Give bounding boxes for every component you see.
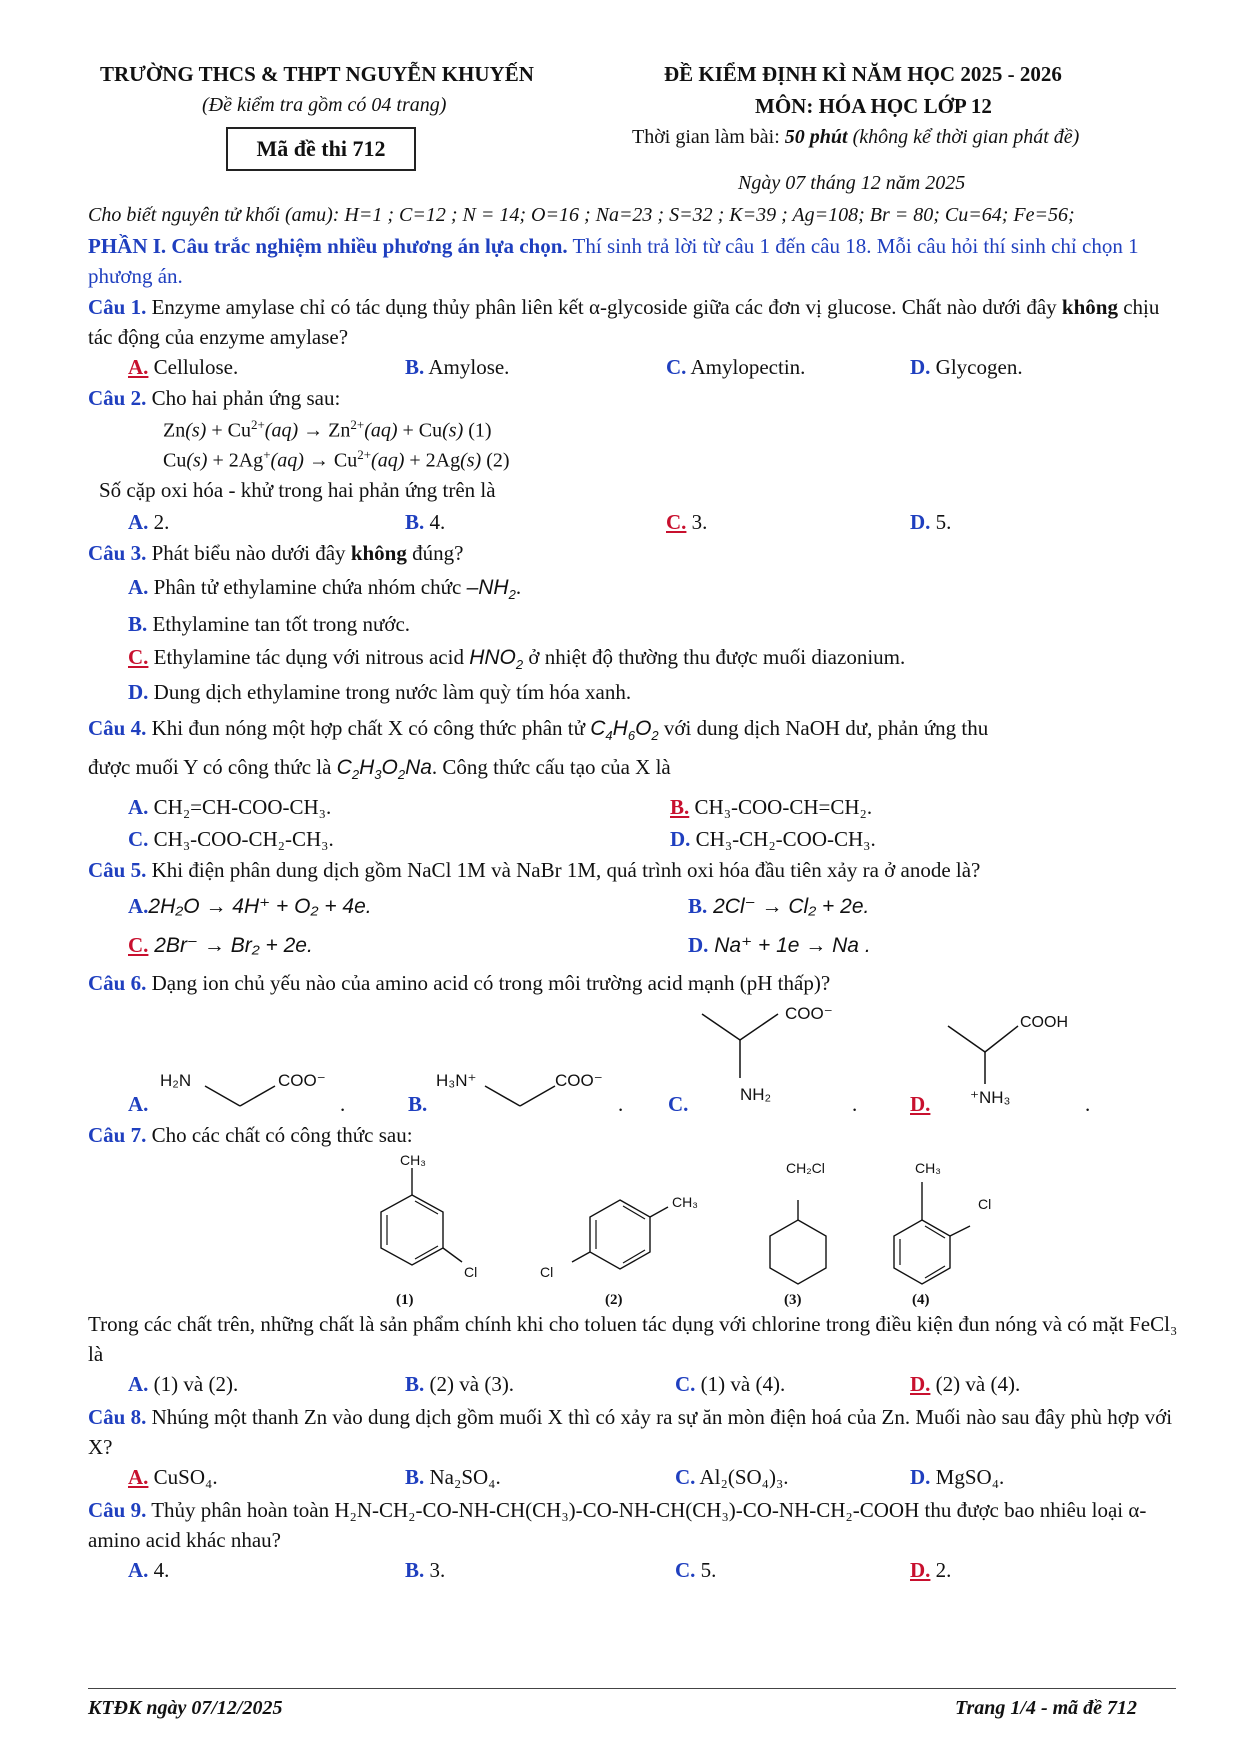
q3-text1: Phát biểu nào dưới đây (146, 541, 351, 565)
q6-option-a[interactable] (128, 1092, 148, 1117)
q8-a-label: A. (128, 1465, 149, 1489)
q5-option-a[interactable] (128, 894, 372, 919)
q6-a-dot: . (340, 1092, 346, 1116)
q8-d-label: D. (910, 1465, 931, 1489)
q2-option-d[interactable] (910, 510, 951, 535)
footer-right: Trang 1/4 - mã đề 712 (955, 1697, 1138, 1719)
q5-option-d[interactable] (688, 933, 871, 958)
question-4-line2 (88, 755, 671, 782)
q7-structure-4 (880, 1170, 1000, 1290)
q3-num: Câu 3. (88, 541, 147, 565)
q7-s2-top: CH₃ (672, 1194, 698, 1210)
q9-option-a[interactable] (128, 1558, 169, 1583)
q7-structure-3 (760, 1170, 840, 1290)
q3-option-a[interactable] (128, 575, 521, 602)
r2-aq2: (aq) (371, 449, 405, 472)
q7-a-text: (1) và (2). (148, 1372, 239, 1396)
q2-b-label: B. (405, 510, 425, 534)
q2-c-text: 3. (686, 510, 708, 534)
footer-rule (88, 1688, 1176, 1689)
q9-c-text: 5. (695, 1558, 717, 1582)
q9-b-text: 3. (424, 1558, 446, 1582)
school-name: TRƯỜNG THCS & THPT NGUYỄN KHUYẾN (100, 62, 534, 86)
q1-option-a[interactable] (128, 355, 238, 380)
q7-s4-label: (4) (912, 1292, 930, 1308)
q6-b-dot: . (618, 1092, 624, 1116)
question-1 (88, 292, 1188, 352)
q7-s4-top: CH₃ (915, 1160, 941, 1176)
q4-b-text: CH₃-COO-CH=CH₂. (689, 795, 873, 819)
q3-a-text: Phân tử ethylamine chứa nhóm chức (148, 575, 467, 599)
r2-ag-charge: + (263, 447, 271, 462)
q4-b-label: B. (670, 795, 690, 819)
atomic-masses: Cho biết nguyên tử khối (amu): H=1 ; C=12 ; N = 14; O=16 ; Na=23 ; S=32 ; K=39 ; Ag=108; Br = 80; Cu=64; Fe=56; (88, 204, 1075, 226)
q8-d-text: MgSO₄. (930, 1465, 1005, 1489)
q5-c-label: C. (128, 933, 149, 957)
q7-option-d[interactable] (910, 1372, 1020, 1397)
q8-option-d[interactable] (910, 1465, 1004, 1490)
r1-arrow: → Zn (298, 419, 351, 442)
question-8 (88, 1402, 1188, 1462)
q4-c-label: C. (128, 827, 149, 851)
q6-text: Dạng ion chủ yếu nào của amino acid có trong môi trường acid mạnh (pH thấp)? (146, 971, 831, 995)
q9-c-label: C. (675, 1558, 696, 1582)
r1-aq2: (aq) (364, 419, 398, 442)
r2-s2: (s) (460, 449, 482, 472)
q3-option-d[interactable] (128, 680, 631, 705)
q4-f1-s3: 2 (651, 728, 659, 744)
subject-title: MÔN: HÓA HỌC LỚP 12 (755, 94, 992, 118)
r1-plus: + Cu (206, 419, 251, 442)
q7-text: Cho các chất có công thức sau: (146, 1123, 413, 1147)
q6-d-label: D. (910, 1092, 931, 1116)
q6-a-left: H₂N (160, 1071, 192, 1090)
q1-d-label: D. (910, 355, 931, 379)
q8-option-c[interactable] (675, 1465, 789, 1490)
r1-zn: Zn (163, 419, 186, 442)
q1-text1: Enzyme amylase chỉ có tác dụng thủy phân liên kết α-glycoside giữa các đơn vị glucose. Chất nào dưới đây (146, 295, 1062, 319)
q4-f2-h: H (359, 756, 375, 779)
q2-option-a[interactable] (128, 510, 169, 535)
r2-plus2: + 2Ag (404, 449, 461, 472)
time-note: (không kể thời gian phát đề) (847, 126, 1080, 148)
q5-b-text: 2Cl⁻ → Cl₂ + 2e. (707, 895, 870, 918)
q6-option-c[interactable] (668, 1092, 688, 1117)
time-label: Thời gian làm bài: (632, 126, 785, 148)
q1-a-label: A. (128, 355, 149, 379)
q6-c-label: C. (668, 1092, 689, 1116)
q6-c-dot: . (852, 1092, 858, 1116)
q6-d-top: COOH (1020, 1014, 1068, 1031)
q7-question: Trong các chất trên, những chất là sản phẩm chính khi cho toluen tác dụng với chlorine trong điều kiện đun nóng và có mặt FeCl₃ là (88, 1312, 1178, 1366)
q4-f2-c: C (336, 756, 352, 779)
q8-a-text: CuSO₄. (148, 1465, 218, 1489)
q9-d-text: 2. (930, 1558, 952, 1582)
q7-s1-label: (1) (396, 1292, 414, 1308)
q7-option-c[interactable] (675, 1372, 785, 1397)
q7-d-label: D. (910, 1372, 931, 1396)
q2-c-label: C. (666, 510, 687, 534)
question-9 (88, 1495, 1188, 1555)
q6-d-dot: . (1085, 1092, 1091, 1116)
q3-bold: không (350, 541, 407, 565)
q4-text3: được muối Y có công thức là (88, 755, 337, 779)
q3-a-label: A. (128, 575, 149, 599)
q5-c-text: 2Br⁻ → Br₂ + 2e. (148, 934, 313, 957)
q4-f2-s3: 2 (397, 767, 406, 783)
q5-b-label: B. (688, 894, 708, 918)
q3-b-label: B. (128, 612, 148, 636)
part1-title: PHẦN I. Câu trắc nghiệm nhiều phương án lựa chọn. (88, 234, 568, 258)
q2-a-label: A. (128, 510, 149, 534)
q6-option-b[interactable] (408, 1092, 427, 1117)
q6-a-label: A. (128, 1092, 149, 1116)
q8-c-label: C. (675, 1465, 696, 1489)
q4-d-text: CH₃-CH₂-COO-CH₃. (690, 827, 876, 851)
q1-d-text: Glycogen. (930, 355, 1023, 379)
q8-text: Nhúng một thanh Zn vào dung dịch gồm muối X thì có xảy ra sự ăn mòn điện hoá của Zn. Muối nào sau đây phù hợp với X? (88, 1405, 1173, 1459)
q2-d-label: D. (910, 510, 931, 534)
r2-cu-charge: 2+ (357, 447, 372, 462)
r2-s: (s) (186, 449, 208, 472)
q9-option-b[interactable] (405, 1558, 445, 1583)
q4-f1-s1: 4 (605, 728, 613, 744)
r2-aq: (aq) (270, 449, 304, 472)
q4-f2-na: Na (405, 756, 432, 779)
r2-num: (2) (481, 449, 510, 472)
part1-heading (88, 231, 1188, 291)
q7-c-label: C. (675, 1372, 696, 1396)
question-2 (88, 386, 340, 411)
q2-reaction-2 (163, 447, 510, 473)
q5-d-text: Na⁺ + 1e → Na . (708, 934, 871, 957)
r2-cu: Cu (163, 449, 187, 472)
r1-zn-charge: 2+ (350, 417, 365, 432)
q8-c-text: Al₂(SO₄)₃. (695, 1465, 789, 1489)
r1-aq: (aq) (264, 419, 299, 442)
q2-num: Câu 2. (88, 386, 147, 410)
q1-option-d[interactable] (910, 355, 1023, 380)
q4-text2: với dung dịch NaOH dư, phản ứng thu (658, 716, 989, 740)
q7-s3-top: CH₂Cl (786, 1160, 825, 1176)
q3-a-sub: 2 (508, 587, 516, 603)
r2-plus: + 2Ag (207, 449, 264, 472)
exam-date: Ngày 07 tháng 12 năm 2025 (738, 172, 966, 194)
q3-d-label: D. (128, 680, 149, 704)
question-5 (88, 858, 980, 883)
q1-a-text: Cellulose. (148, 355, 239, 379)
q2-option-c[interactable] (666, 510, 707, 535)
q2-d-text: 5. (930, 510, 952, 534)
q6-option-d[interactable] (910, 1092, 930, 1117)
q4-text4: . Công thức cấu tạo của X là (431, 755, 671, 779)
exam-time (632, 126, 1079, 149)
q4-a-label: A. (128, 795, 149, 819)
r1-s2: (s) (442, 419, 464, 442)
q8-b-label: B. (405, 1465, 425, 1489)
q7-s2-sub: Cl (540, 1264, 554, 1280)
q6-d-bottom: ⁺NH₃ (970, 1088, 1011, 1107)
q1-b-text: Amylose. (424, 355, 510, 379)
q2-reaction-1 (163, 417, 492, 443)
q6-c-top: COO⁻ (785, 1004, 833, 1023)
q3-text2: đúng? (406, 541, 464, 565)
exam-code-box (226, 127, 416, 171)
q5-text: Khi điện phân dung dịch gồm NaCl 1M và NaBr 1M, quá trình oxi hóa đầu tiên xảy ra ở anode là? (146, 858, 981, 882)
q3-c-sub: 2 (515, 657, 524, 673)
q4-f1-s2: 6 (627, 728, 636, 744)
q2-option-b[interactable] (405, 510, 445, 535)
r2-arrow: → Cu (303, 449, 358, 472)
question-3 (88, 541, 463, 566)
q4-num: Câu 4. (88, 716, 147, 740)
q2-question: Số cặp oxi hóa - khử trong hai phản ứng trên là (99, 478, 496, 502)
q9-a-label: A. (128, 1558, 149, 1582)
q9-option-d[interactable] (910, 1558, 951, 1583)
question-7 (88, 1123, 413, 1148)
q4-f2-s1: 2 (351, 767, 360, 783)
question-6 (88, 971, 830, 996)
q5-d-label: D. (688, 933, 709, 957)
q7-option-a[interactable] (128, 1372, 238, 1397)
q7-s1-top: CH₃ (400, 1152, 426, 1168)
q3-option-c[interactable] (128, 645, 905, 672)
q6-a-right: COO⁻ (278, 1071, 326, 1090)
q3-b-text: Ethylamine tan tốt trong nước. (147, 612, 411, 636)
q5-option-b[interactable] (688, 894, 869, 919)
q1-b-label: B. (405, 355, 425, 379)
q6-b-left: H₃N⁺ (436, 1071, 477, 1090)
r1-num: (1) (463, 419, 492, 442)
q1-option-b[interactable] (405, 355, 509, 380)
q5-option-c[interactable] (128, 933, 313, 958)
r1-s: (s) (185, 419, 207, 442)
q9-option-c[interactable] (675, 1558, 716, 1583)
q4-a-text: CH₂=CH-COO-CH₃. (148, 795, 332, 819)
q7-s1-sub: Cl (464, 1264, 478, 1280)
q4-f2-o: O (381, 756, 398, 779)
part1-instruction: Thí sinh trả lời từ câu 1 đến câu 18. Mỗi câu hỏi thí sinh chỉ chọn 1 phương án. (88, 234, 1139, 288)
q1-num: Câu 1. (88, 295, 147, 319)
q6-b-right: COO⁻ (555, 1071, 603, 1090)
q4-f2-s2: 3 (374, 767, 382, 783)
q1-c-label: C. (666, 355, 687, 379)
q3-a-end: . (515, 575, 522, 599)
q5-a-text: 2H₂O → 4H⁺ + O₂ + 4e. (148, 895, 372, 918)
q7-num: Câu 7. (88, 1123, 147, 1147)
q4-option-d[interactable] (670, 827, 876, 852)
q4-f1-c: C (590, 717, 606, 740)
time-value: 50 phút (784, 126, 848, 148)
q2-a-text: 2. (148, 510, 170, 534)
q7-s4-sub: Cl (978, 1196, 992, 1212)
q4-d-label: D. (670, 827, 691, 851)
q9-d-label: D. (910, 1558, 931, 1582)
q7-s3-label: (3) (784, 1292, 802, 1308)
q8-option-a[interactable] (128, 1465, 218, 1490)
q7-b-label: B. (405, 1372, 425, 1396)
r1-cu-charge: 2+ (250, 417, 265, 432)
q1-text2: chịu tác động của enzyme amylase? (88, 295, 1160, 349)
q4-option-c[interactable] (128, 827, 334, 852)
q7-d-text: (2) và (4). (930, 1372, 1021, 1396)
q6-num: Câu 6. (88, 971, 147, 995)
q3-a-formula: –NH (466, 576, 509, 599)
q3-c-label: C. (128, 645, 149, 669)
q4-c-text: CH₃-COO-CH₂-CH₃. (148, 827, 334, 851)
q4-f1-h: H (612, 717, 628, 740)
q7-option-b[interactable] (405, 1372, 514, 1397)
q7-c-text: (1) và (4). (695, 1372, 786, 1396)
q4-f1-o: O (635, 717, 652, 740)
q1-bold: không (1061, 295, 1118, 319)
q4-text1: Khi đun nóng một hợp chất X có công thức phân tử (146, 716, 591, 740)
q5-num: Câu 5. (88, 858, 147, 882)
q1-c-text: Amylopectin. (686, 355, 806, 379)
exam-code: Mã đề thi 712 (256, 136, 386, 161)
q9-b-label: B. (405, 1558, 425, 1582)
question-4-line1 (88, 716, 988, 743)
q3-c-end: ở nhiệt độ thường thu được muối diazonium. (523, 645, 906, 669)
footer-left: KTĐK ngày 07/12/2025 (88, 1697, 283, 1719)
q8-num: Câu 8. (88, 1405, 147, 1429)
q5-a-label: A. (128, 894, 149, 918)
q4-option-b[interactable] (670, 795, 872, 820)
q8-b-text: Na₂SO₄. (424, 1465, 501, 1489)
q6-b-label: B. (408, 1092, 428, 1116)
q3-d-text: Dung dịch ethylamine trong nước làm quỳ tím hóa xanh. (148, 680, 632, 704)
q2-text: Cho hai phản ứng sau: (146, 386, 341, 410)
q6-c-bottom: NH₂ (740, 1085, 772, 1104)
r1-plus2: + Cu (397, 419, 443, 442)
q3-c-text: Ethylamine tác dụng với nitrous acid (148, 645, 470, 669)
q7-structure-1 (360, 1150, 500, 1285)
q9-num: Câu 9. (88, 1498, 147, 1522)
q2-b-text: 4. (424, 510, 446, 534)
q7-s2-label: (2) (605, 1292, 623, 1308)
q1-option-c[interactable] (666, 355, 805, 380)
q4-option-a[interactable] (128, 795, 331, 820)
exam-title: ĐỀ KIỂM ĐỊNH KÌ NĂM HỌC 2025 - 2026 (664, 62, 1062, 86)
q3-c-formula: HNO (469, 646, 516, 669)
q8-option-b[interactable] (405, 1465, 501, 1490)
q9-text: Thủy phân hoàn toàn H₂N-CH₂-CO-NH-CH(CH₃)-CO-NH-CH(CH₃)-CO-NH-CH₂-COOH thu được bao nhiêu loại α-amino acid khác nhau? (88, 1498, 1147, 1552)
pages-note: (Đề kiểm tra gồm có 04 trang) (202, 94, 447, 116)
q7-a-label: A. (128, 1372, 149, 1396)
q7-b-text: (2) và (3). (424, 1372, 515, 1396)
q3-option-b[interactable] (128, 612, 410, 637)
q9-a-text: 4. (148, 1558, 170, 1582)
